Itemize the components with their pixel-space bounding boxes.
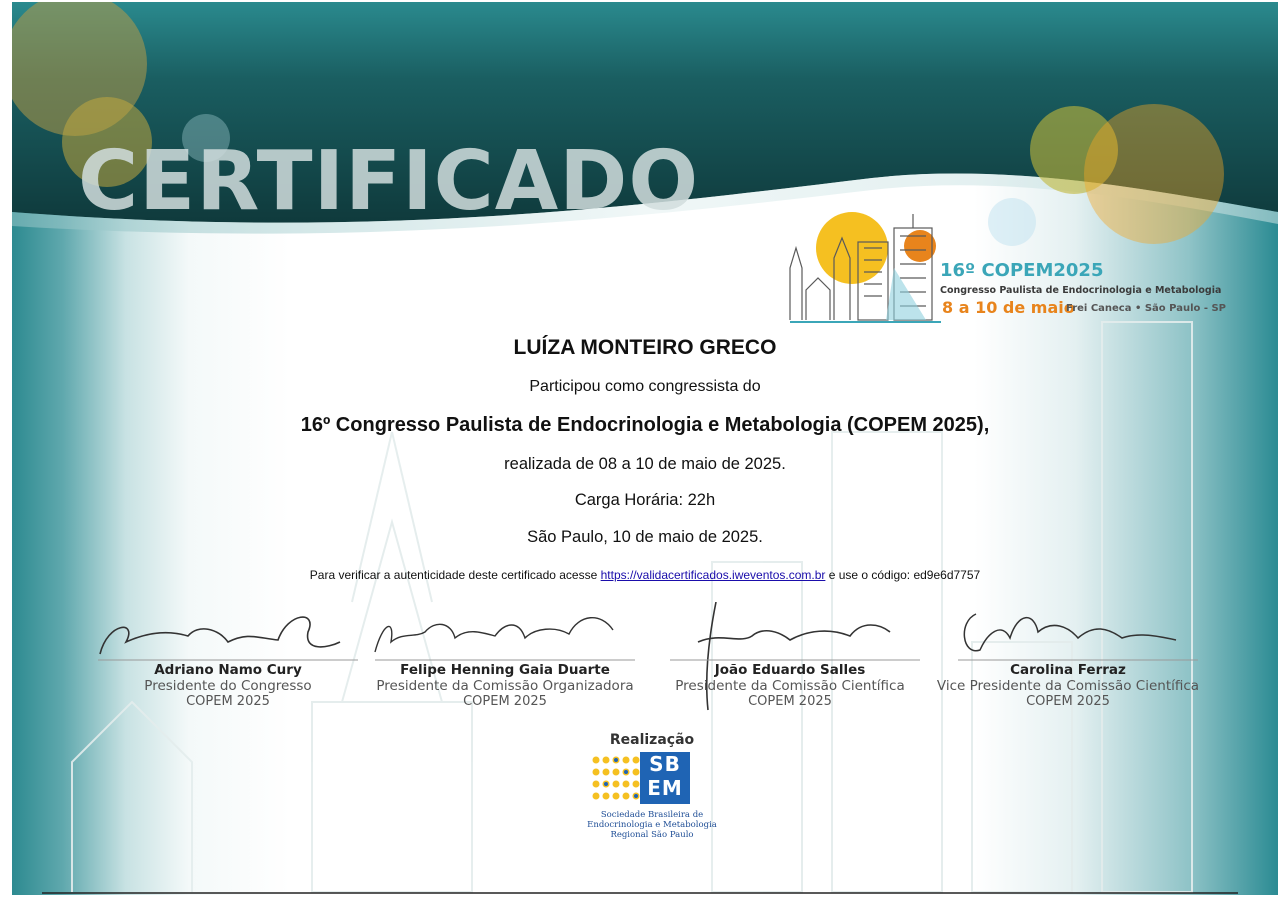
signer-event: COPEM 2025 bbox=[186, 694, 270, 709]
participant-name: LUÍZA MONTEIRO GRECO bbox=[513, 336, 777, 359]
signature-block-3 bbox=[640, 602, 940, 714]
copem-logo-subtitle: Congresso Paulista de Endocrinologia e Metabologia bbox=[940, 285, 1222, 296]
sbem-logo-text-top: SB bbox=[649, 752, 681, 776]
certificate bbox=[12, 2, 1278, 895]
signer-name: Carolina Ferraz bbox=[1010, 662, 1126, 678]
signer-event: COPEM 2025 bbox=[748, 694, 832, 709]
participation-text: Participou como congressista do bbox=[529, 378, 761, 395]
signature-block-2 bbox=[355, 602, 655, 714]
verification-note bbox=[12, 568, 1278, 582]
signer-role: Presidente da Comissão Organizadora bbox=[376, 678, 634, 694]
sbem-caption bbox=[572, 810, 732, 840]
sbem-logo bbox=[590, 752, 710, 812]
certificate-title: CERTIFICADO bbox=[78, 134, 700, 229]
sbem-caption-line: Regional São Paulo bbox=[610, 830, 694, 840]
handwritten-signature bbox=[918, 602, 1218, 666]
signature-block-4 bbox=[918, 602, 1218, 714]
sbem-logo-text-bottom: EM bbox=[647, 776, 683, 800]
workload: Carga Horária: 22h bbox=[574, 491, 716, 509]
verification-prefix: Para verificar a autenticidade deste certificado acesse bbox=[309, 568, 598, 582]
signer-role: Presidente do Congresso bbox=[144, 678, 312, 694]
verification-link[interactable]: https://validacertificados.iweventos.com.br bbox=[600, 568, 826, 582]
handwritten-signature bbox=[355, 602, 655, 666]
sbem-logo-mark bbox=[640, 752, 690, 804]
signer-event: COPEM 2025 bbox=[1026, 694, 1110, 709]
sbem-caption-line: Endocrinologia e Metabologia bbox=[587, 820, 717, 830]
sbem-caption-line: Sociedade Brasileira de bbox=[600, 810, 704, 820]
copem-logo-dates: 8 a 10 de maio bbox=[942, 298, 1075, 317]
verification-suffix: e use o código: ed9e6d7757 bbox=[828, 568, 981, 582]
sbem-dots-icon bbox=[590, 752, 640, 804]
handwritten-signature bbox=[78, 602, 378, 666]
signer-role: Presidente da Comissão Científica bbox=[675, 678, 905, 694]
issue-place-date: São Paulo, 10 de maio de 2025. bbox=[527, 528, 763, 546]
realizacao-label: Realização bbox=[609, 732, 695, 748]
copem-logo bbox=[776, 208, 1226, 330]
signer-name: Adriano Namo Cury bbox=[154, 662, 302, 678]
event-dates: realizada de 08 a 10 de maio de 2025. bbox=[504, 455, 786, 473]
copem-logo-location: Frei Caneca • São Paulo - SP bbox=[1066, 303, 1227, 314]
signer-role: Vice Presidente da Comissão Científica bbox=[936, 678, 1200, 694]
skyline-illustration bbox=[776, 208, 941, 330]
signature-block-1 bbox=[78, 602, 378, 714]
signer-name: Felipe Henning Gaia Duarte bbox=[400, 662, 610, 678]
copem-logo-title: 16º COPEM2025 bbox=[940, 260, 1104, 281]
event-name: 16º Congresso Paulista de Endocrinologia e Metabologia (COPEM 2025), bbox=[300, 414, 990, 436]
signer-name: João Eduardo Salles bbox=[714, 662, 866, 678]
signer-event: COPEM 2025 bbox=[463, 694, 547, 709]
